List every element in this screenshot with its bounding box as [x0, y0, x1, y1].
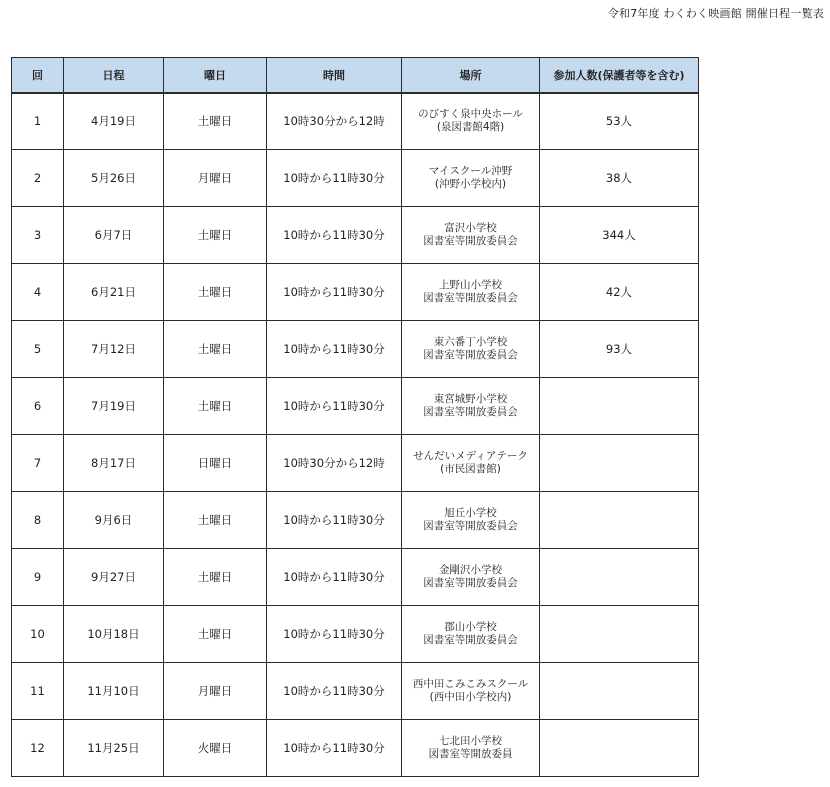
cell-place	[402, 492, 540, 549]
cell-date: 11月25日	[64, 720, 164, 777]
place-detail: 図書室等開放委員会	[423, 235, 518, 247]
header-no: 回	[12, 58, 64, 93]
cell-weekday: 日曜日	[164, 435, 267, 492]
place-name: 富沢小学校	[444, 222, 497, 234]
cell-time: 10時から11時30分	[267, 207, 402, 264]
place-detail: (西中田小学校内)	[429, 691, 512, 703]
cell-date: 6月7日	[64, 207, 164, 264]
cell-no: 5	[12, 321, 64, 378]
cell-time: 10時から11時30分	[267, 321, 402, 378]
header-weekday: 曜日	[164, 58, 267, 93]
cell-no: 8	[12, 492, 64, 549]
cell-attendance	[540, 492, 699, 549]
place-detail: (市民図書館)	[440, 463, 501, 475]
place-name: 郡山小学校	[444, 621, 497, 633]
cell-attendance: 38人	[540, 150, 699, 207]
cell-time: 10時から11時30分	[267, 606, 402, 663]
header-place: 場所	[402, 58, 540, 93]
table-row	[12, 492, 699, 549]
place-detail: 図書室等開放委員会	[423, 349, 518, 361]
cell-place	[402, 663, 540, 720]
place-name: のびすく泉中央ホール	[418, 108, 523, 121]
cell-weekday: 土曜日	[164, 492, 267, 549]
place-name: 西中田こみこみスクール	[412, 678, 529, 690]
place-detail: 図書室等開放委員会	[423, 520, 518, 532]
cell-no: 2	[12, 150, 64, 207]
cell-place	[402, 435, 540, 492]
cell-attendance	[540, 435, 699, 492]
table-row	[12, 207, 699, 264]
cell-place	[402, 720, 540, 777]
table-row	[12, 549, 699, 606]
cell-date: 11月10日	[64, 663, 164, 720]
cell-no: 12	[12, 720, 64, 777]
cell-date: 9月27日	[64, 549, 164, 606]
cell-attendance	[540, 663, 699, 720]
cell-weekday: 土曜日	[164, 549, 267, 606]
cell-time: 10時から11時30分	[267, 663, 402, 720]
cell-place	[402, 150, 540, 207]
cell-date: 9月6日	[64, 492, 164, 549]
cell-attendance: 53人	[540, 93, 699, 150]
place-name: 東六番丁小学校	[433, 336, 508, 348]
cell-weekday: 土曜日	[164, 378, 267, 435]
cell-no: 9	[12, 549, 64, 606]
cell-date: 8月17日	[64, 435, 164, 492]
place-detail: 図書室等開放委員	[428, 748, 513, 760]
place-detail: (沖野小学校内)	[434, 178, 507, 190]
cell-time: 10時から11時30分	[267, 264, 402, 321]
header-time: 時間	[267, 58, 402, 93]
cell-place	[402, 264, 540, 321]
cell-weekday: 火曜日	[164, 720, 267, 777]
place-name: せんだいメディアテーク	[413, 450, 528, 462]
table-row	[12, 321, 699, 378]
cell-attendance: 42人	[540, 264, 699, 321]
cell-weekday: 月曜日	[164, 150, 267, 207]
header-date: 日程	[64, 58, 164, 93]
cell-no: 10	[12, 606, 64, 663]
header-row	[12, 58, 699, 93]
cell-weekday: 土曜日	[164, 264, 267, 321]
header-attendance: 参加人数(保護者等を含む)	[540, 58, 699, 93]
cell-attendance	[540, 720, 699, 777]
table-row	[12, 720, 699, 777]
cell-attendance	[540, 549, 699, 606]
place-name: 七北田小学校	[439, 735, 502, 747]
cell-attendance	[540, 606, 699, 663]
place-name: 東宮城野小学校	[433, 393, 508, 405]
cell-date: 6月21日	[64, 264, 164, 321]
cell-no: 7	[12, 435, 64, 492]
cell-no: 1	[12, 93, 64, 150]
place-detail: 図書室等開放委員会	[423, 634, 518, 646]
table-body	[12, 93, 699, 777]
cell-date: 7月19日	[64, 378, 164, 435]
cell-no: 3	[12, 207, 64, 264]
table-row	[12, 378, 699, 435]
cell-place	[402, 207, 540, 264]
cell-time: 10時から11時30分	[267, 378, 402, 435]
table-header	[12, 58, 699, 93]
cell-place	[402, 93, 540, 150]
cell-no: 11	[12, 663, 64, 720]
document-title: 令和7年度 わくわく映画館 開催日程一覧表	[607, 7, 824, 20]
place-detail: 図書室等開放委員会	[423, 406, 518, 418]
cell-time: 10時から11時30分	[267, 549, 402, 606]
cell-place	[402, 606, 540, 663]
cell-weekday: 土曜日	[164, 93, 267, 150]
schedule-table	[11, 57, 699, 777]
cell-place	[402, 378, 540, 435]
cell-weekday: 土曜日	[164, 207, 267, 264]
place-detail: 図書室等開放委員会	[423, 292, 518, 304]
cell-weekday: 土曜日	[164, 321, 267, 378]
cell-place	[402, 321, 540, 378]
cell-time: 10時から11時30分	[267, 720, 402, 777]
cell-no: 6	[12, 378, 64, 435]
cell-time: 10時30分から12時	[267, 93, 402, 150]
cell-time: 10時30分から12時	[267, 435, 402, 492]
cell-attendance: 344人	[540, 207, 699, 264]
cell-date: 7月12日	[64, 321, 164, 378]
table-row	[12, 264, 699, 321]
cell-attendance: 93人	[540, 321, 699, 378]
place-name: 上野山小学校	[439, 279, 502, 291]
cell-attendance	[540, 378, 699, 435]
place-detail: (泉図書館4階)	[436, 121, 505, 134]
cell-time: 10時から11時30分	[267, 492, 402, 549]
table-row	[12, 435, 699, 492]
place-detail: 図書室等開放委員会	[423, 577, 518, 589]
place-name: マイスクール沖野	[428, 165, 513, 177]
cell-date: 4月19日	[64, 93, 164, 150]
table-row	[12, 663, 699, 720]
cell-no: 4	[12, 264, 64, 321]
place-name: 金剛沢小学校	[439, 564, 502, 576]
table-row	[12, 606, 699, 663]
cell-date: 10月18日	[64, 606, 164, 663]
cell-weekday: 土曜日	[164, 606, 267, 663]
place-name: 旭丘小学校	[444, 507, 497, 519]
cell-time: 10時から11時30分	[267, 150, 402, 207]
cell-date: 5月26日	[64, 150, 164, 207]
table-row	[12, 93, 699, 150]
table-row	[12, 150, 699, 207]
cell-weekday: 月曜日	[164, 663, 267, 720]
cell-place	[402, 549, 540, 606]
